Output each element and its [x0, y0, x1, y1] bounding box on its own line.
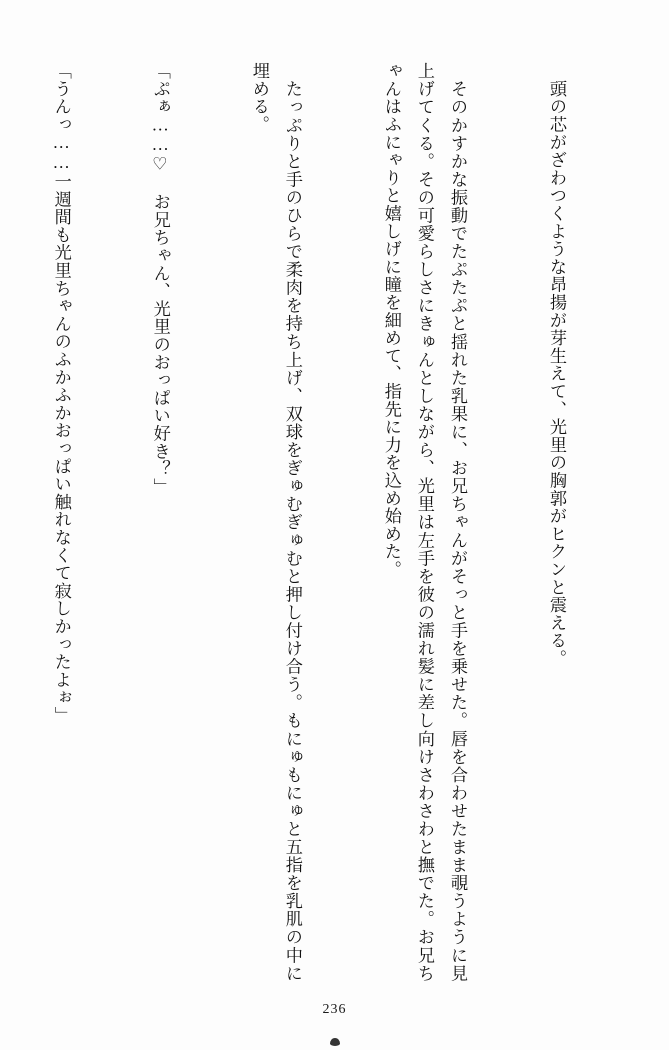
vertical-text-body	[34, 62, 639, 982]
page-number: 236	[322, 1002, 347, 1017]
paragraph-2: そのかすかな振動でたぷたぷと揺れた乳果に、お兄ちゃんがそっと手を乗せた。唇を合わせたまま覗うように見上げてくる。その可愛らしさにきゅんとしながら、光里は左手を彼の濡れ髪に差し向けさわさわと撫でた。お兄ちゃんはふにゃりと嬉しげに瞳を細めて、指先に力を込め始めた。	[381, 62, 467, 982]
paragraph-3: たっぷりと手のひらで柔肉を持ち上げ、双球をぎゅむぎゅむと押し付け合う。もにゅもにゅと五指を乳肌の中に埋める。	[249, 62, 302, 982]
paragraph-1: 頭の芯がざわつくような昂揚が芽生えて、光里の胸郭がヒクンと震える。	[546, 62, 566, 668]
page-footer-ornament	[330, 1038, 340, 1046]
dialogue-line-1: 「ぷぁ……♡ お兄ちゃん、光里のおっぱい好き？」	[150, 62, 170, 496]
dialogue-line-2: 「うんっ……一週間も光里ちゃんのふかふかおっぱい触れなくて寂しかったよぉ」	[51, 62, 71, 725]
